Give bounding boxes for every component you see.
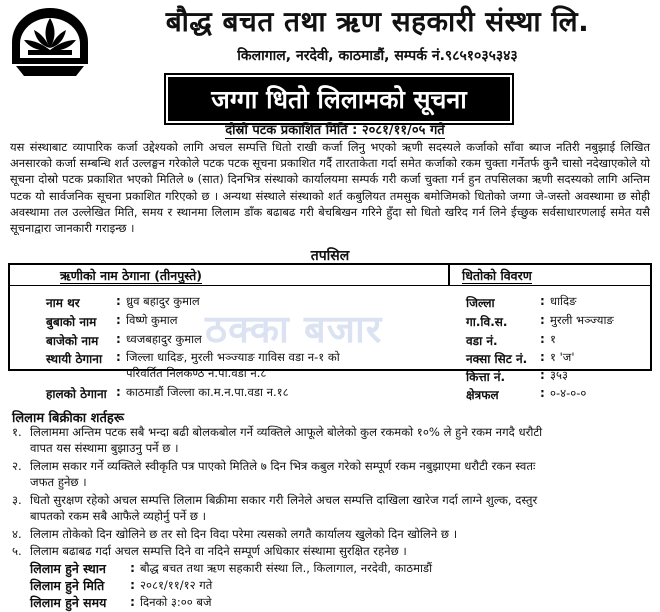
auction-date-colon: : [130,577,135,592]
collateral-heading-text: धितोको विवरण [462,268,532,283]
grandfather-label: बाजेको नाम [46,334,99,348]
condition-number: ४. [12,527,22,541]
details-heading: तपसिल [310,248,350,264]
ward-colon: : [540,332,545,346]
organization-logo [6,4,94,80]
vdc-colon: : [540,313,545,327]
collateral-heading [462,267,532,284]
ward-value: १ [550,332,556,346]
father-value: विष्णे कुमाल [126,313,178,327]
name-label: नाम थर [46,296,80,310]
grandfather-colon: : [116,332,121,346]
condition-number: १. [12,425,22,439]
auction-date-value: २०८१/११/१२ गते [140,578,213,592]
current-address-value: काठमाडौं जिल्ला का.म.न.पा.वडा न.१८ [126,385,289,399]
name-value: ध्रुव बहादुर कुमाल [126,294,200,308]
notice-title-text: जग्गा धितो लिलामको सूचना [211,85,467,114]
lotus-logo-icon [6,4,94,80]
condition-line: लिलाम तोकेको दिन खोलिने छ तर सो दिन विदा परेमा त्यसको लगतै कार्यालय खुलेको दिन खोलिने छ । [30,527,458,541]
permanent-address-value-1: जिल्ला धादिङ, मुरली भञ्ज्याङ गाविस वडा न-१ को [126,350,340,364]
vdc-value: मुरली भञ्ज्याङ [550,313,614,327]
auction-time-label: लिलाम हुने समय [30,595,107,610]
map-sheet-colon: : [540,350,545,364]
plot-number-label: कित्ता नं. [466,370,506,384]
father-label: बुबाको नाम [46,315,97,329]
ward-label: वडा नं. [466,334,498,348]
area-colon: : [540,386,545,400]
notice-paragraph: यस संस्थाबाट व्यापारिक कर्जा उद्देश्यको लागि अचल सम्पत्ति धितो राखी कर्जा लिनु भएको ऋणी सदस्यले कर्जाको साँवा ब्याज नतिरी नबुझाई लिखित अनसारको कर्जा सम्बन्धि शर्त उल्लङ्घन गरेकोले पटक पटक सूचना प्रकाशित गर्दै तारताकेता गर्दा समेत कर्जाको रकम चुक्ता गर्नेतर्फ कुनै चासो नदेखाएकोले यो सूचना दोस्रो पटक प्रकाशित भएको मितिले ७ (सात) दिनभित्र संस्थाको कार्यालयमा सम्पर्क गरी कर्जा चुक्ता गर्न हुन तपसिलका ऋणी सदस्यको लागि अन्तिम पटक यो सार्वजनिक सूचना प्रकाशित गरिएको छ । अन्यथा संस्थाले संस्थाको शर्त कबुलियत तमसुक बमोजिमको धितोको जग्गा जे-जस्तो अवस्थामा छ सोही अवस्थामा तल उल्लेखित मिति, समय र स्थानमा लिलाम डाँक बढाबढ गरी बेचबिखन गरिने हुँदा सो धितो खरिद गर्न लिने ईच्छुक सर्वसाधारणलाई समेत यसै सूचनाद्वारा जानकारी गराइन्छ । [10,140,650,236]
organization-address: किलागाल, नरदेवी, काठमाडौं, सम्पर्क नं.९८५१०३५३४३ [237,48,518,64]
area-label: क्षेत्रफल [466,388,499,402]
grandfather-value: ध्वजबहादुर कुमाल [126,332,202,346]
publication-date [180,120,490,138]
watermark-text: ठक्का बजार [205,307,383,351]
permanent-address-value-2: परिवर्तित निलकण्ठ न.पा.वडा न.८ [126,366,267,380]
auction-time-value: दिनको ३:०० बजे [140,595,212,609]
permanent-address-label: स्थायी ठेगाना [46,352,103,366]
map-sheet-label: नक्सा सिट नं. [466,352,528,366]
condition-line: लिलाम सकार गर्ने व्यक्तिले स्वीकृति पत्र पाएको मितिले ७ दिन भित्र कबुल गरेको सम्पूर्ण रकम नबुझाएमा धरौटी रकन स्वतः [30,459,536,473]
district-value: धादिङ [550,294,577,308]
borrower-heading [60,267,202,284]
condition-line: धितो सुरक्षण रहेको अचल सम्पत्ति लिलाम बिक्रीमा सकार गरी लिनेले अचल सम्पत्ति दाखिला खारेज गर्दा लाग्ने शुल्क, दस्तुर [30,493,538,507]
conditions-title: लिलाम बिक्रीका शर्तहरू [12,411,124,426]
table-header-divider [448,265,450,285]
condition-line: लिलाम बढाबढ गर्दा अचल सम्पत्ति दिने वा नदिने सम्पूर्ण अधिकार संस्थामा सुरक्षित रहनेछ । [30,544,407,558]
map-sheet-value: १ 'ज' [550,350,575,364]
vdc-label: गा.वि.स. [466,315,508,329]
plot-number-colon: : [540,368,545,382]
current-address-label: हालको ठेगाना [46,387,107,401]
father-colon: : [116,313,121,327]
auction-date-label: लिलाम हुने मिति [30,578,105,593]
organization-name: बौद्ध बचत तथा ऋण सहकारी संस्था लि. [165,5,590,38]
condition-number: ५. [12,544,22,558]
auction-place-label: लिलाम हुने स्थान [30,561,106,576]
district-colon: : [540,294,545,308]
borrower-heading-text: ऋणीको नाम ठेगाना (तीनपुस्ते) [60,268,203,283]
area-value: ०-४-०-० [550,386,587,400]
plot-number-value: ३५३ [550,368,568,382]
notice-title [168,77,510,121]
condition-line: बापतको रकम सबै आफैले व्यहोर्नु पर्ने छ । [30,509,207,523]
auction-place-colon: : [130,560,135,575]
publication-date-text: दोस्रो पटक प्रकाशित मिति : २०८१/११/०५ गते [225,123,445,138]
condition-line: लिलाममा अन्तिम पटक सबै भन्दा बढी बोलकबोल गर्ने व्यक्तिले आफूले बोलेको कुल रकमको १०% ले हुने रकम नगदै धरौटी [30,425,543,439]
auction-place-value: बौद्ध बचत तथा ऋण सहकारी संस्था लि., किलागाल, नरदेवी, काठमाडौं [140,561,433,575]
district-label: जिल्ला [466,296,495,310]
name-colon: : [116,294,121,308]
condition-line: जफत हुनेछ । [30,475,87,489]
current-address-colon: : [116,385,121,399]
permanent-address-colon: : [116,350,121,364]
condition-number: २. [12,459,22,473]
auction-time-colon: : [130,594,135,609]
condition-number: ३. [12,493,22,507]
condition-line: वापत यस संस्थामा बुझाउनु पर्ने छ । [30,441,179,455]
